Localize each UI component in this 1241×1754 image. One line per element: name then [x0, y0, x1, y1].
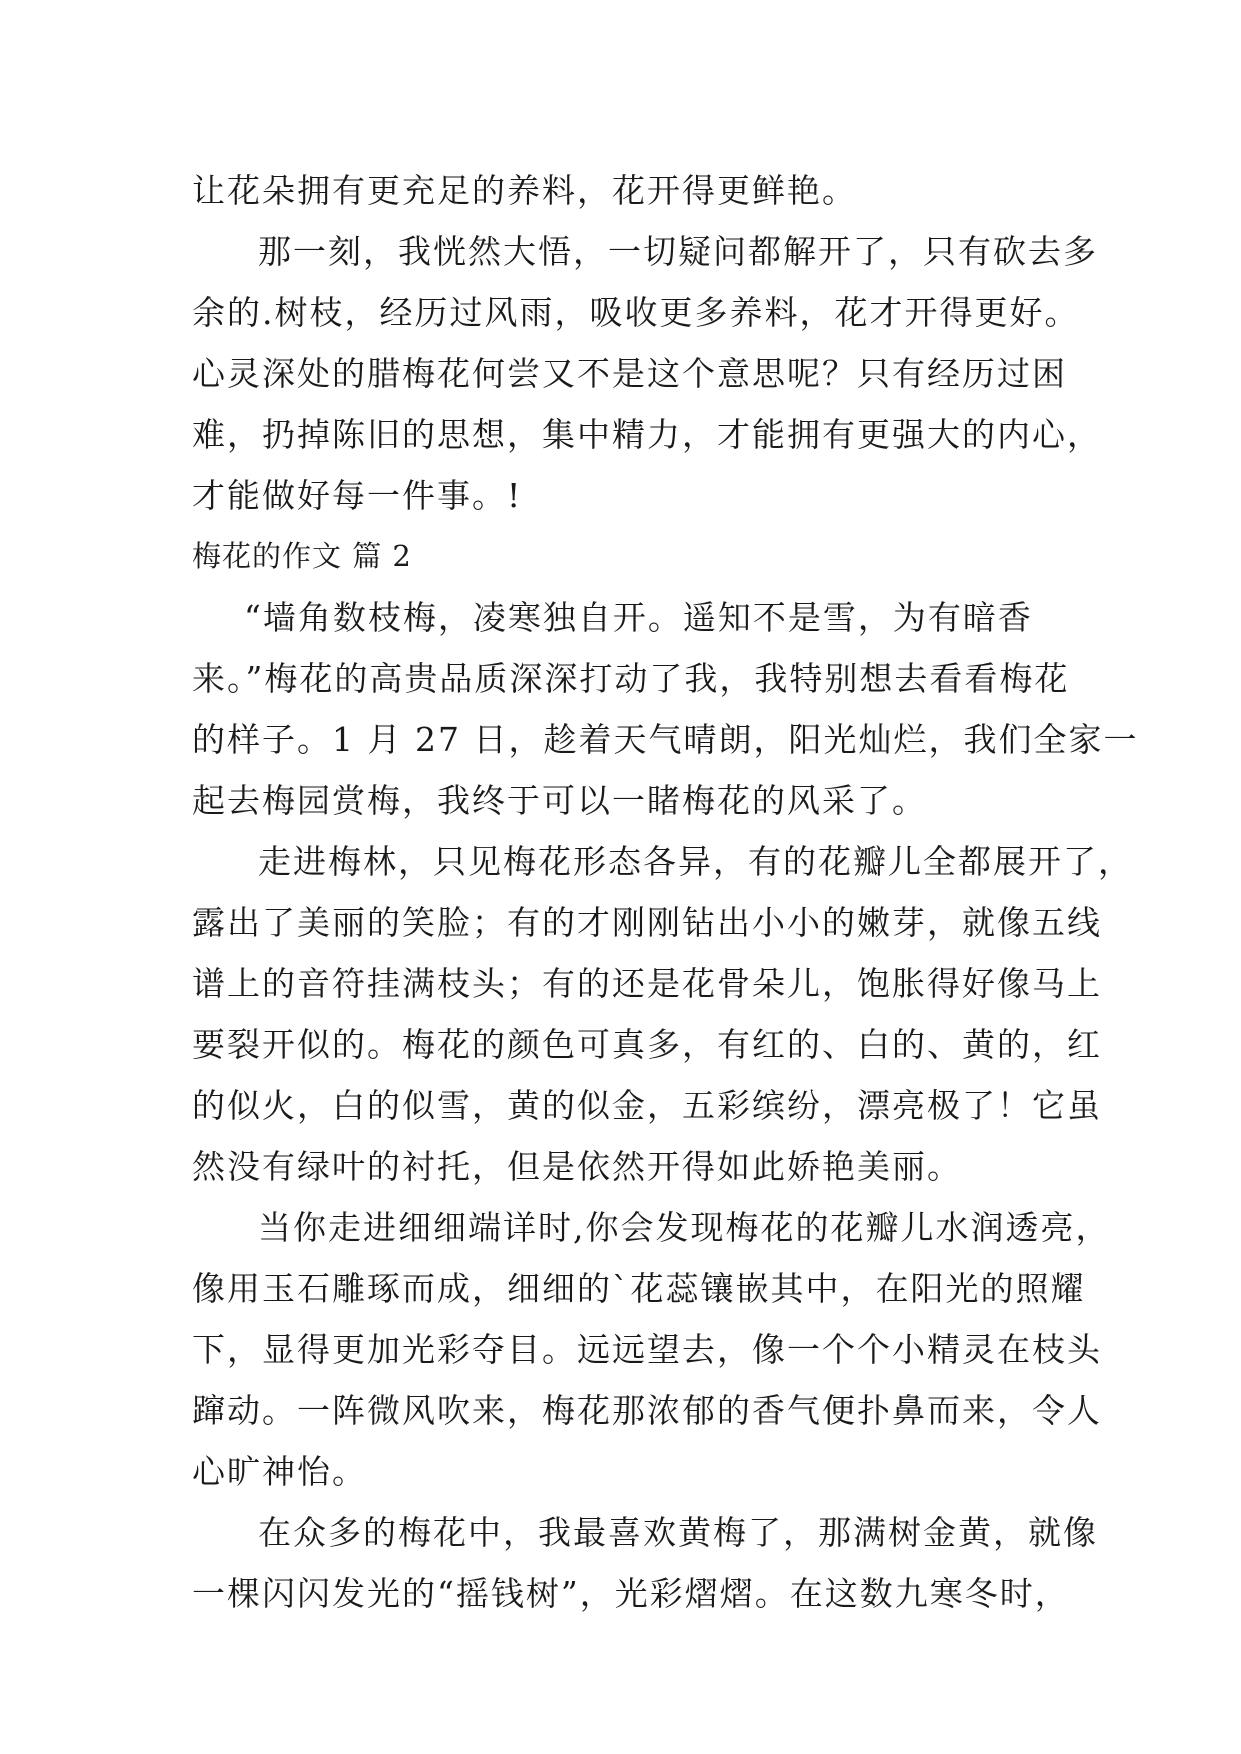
paragraph-line: 的样子。1 月 27 日，趁着天气晴朗，阳光灿烂，我们全家一 [192, 720, 1139, 759]
paragraph-line: 走进梅林，只见梅花形态各异，有的花瓣儿全都展开了， [258, 842, 1133, 881]
paragraph-line: 要裂开似的。梅花的颜色可真多，有红的、白的、黄的，红 [192, 1025, 1102, 1064]
paragraph-line: 余的.树枝，经历过风雨，吸收更多养料，花才开得更好。 [192, 293, 1080, 332]
paragraph-line: 心旷神怡。 [192, 1452, 367, 1491]
paragraph-line: 谱上的音符挂满枝头；有的还是花骨朵儿，饱胀得好像马上 [192, 964, 1102, 1003]
paragraph-line: 让花朵拥有更充足的养料，花开得更鲜艳。 [192, 171, 857, 210]
paragraph-line: 一棵闪闪发光的“摇钱树”，光彩熠熠。在这数九寒冬时， [192, 1574, 1070, 1613]
paragraph-line: 当你走进细细端详时,你会发现梅花的花瓣儿水润透亮， [258, 1208, 1111, 1247]
document-body [192, 160, 1139, 1624]
paragraph-line: 难，扔掉陈旧的思想，集中精力，才能拥有更强大的内心， [192, 415, 1102, 454]
paragraph-line: 来。”梅花的高贵品质深深打动了我，我特别想去看看梅花 [192, 659, 1070, 698]
paragraph-line: 下，显得更加光彩夺目。远远望去，像一个个小精灵在枝头 [192, 1330, 1102, 1369]
paragraph-line: 心灵深处的腊梅花何尝又不是这个意思呢？只有经历过困 [192, 354, 1067, 393]
section-title: 梅花的作文 篇 2 [192, 539, 412, 573]
paragraph-line: 才能做好每一件事。! [192, 476, 523, 515]
paragraph-line: 像用玉石雕琢而成，细细的`花蕊镶嵌其中，在阳光的照耀 [192, 1269, 1086, 1308]
paragraph-line: 露出了美丽的笑脸；有的才刚刚钻出小小的嫩芽，就像五线 [192, 903, 1102, 942]
paragraph-line: 蹿动。一阵微风吹来，梅花那浓郁的香气便扑鼻而来，令人 [192, 1391, 1102, 1430]
paragraph-line: 起去梅园赏梅，我终于可以一睹梅花的风采了。 [192, 781, 927, 820]
paragraph-line: 那一刻，我恍然大悟，一切疑问都解开了，只有砍去多 [258, 232, 1098, 271]
paragraph-line: 在众多的梅花中，我最喜欢黄梅了，那满树金黄，就像 [258, 1513, 1098, 1552]
paragraph-line: 的似火，白的似雪，黄的似金，五彩缤纷，漂亮极了！它虽 [192, 1086, 1102, 1125]
paragraph-line: “墙角数枝梅，凌寒独自开。遥知不是雪，为有暗香 [244, 598, 1033, 637]
paragraph-line: 然没有绿叶的衬托，但是依然开得如此娇艳美丽。 [192, 1147, 962, 1186]
